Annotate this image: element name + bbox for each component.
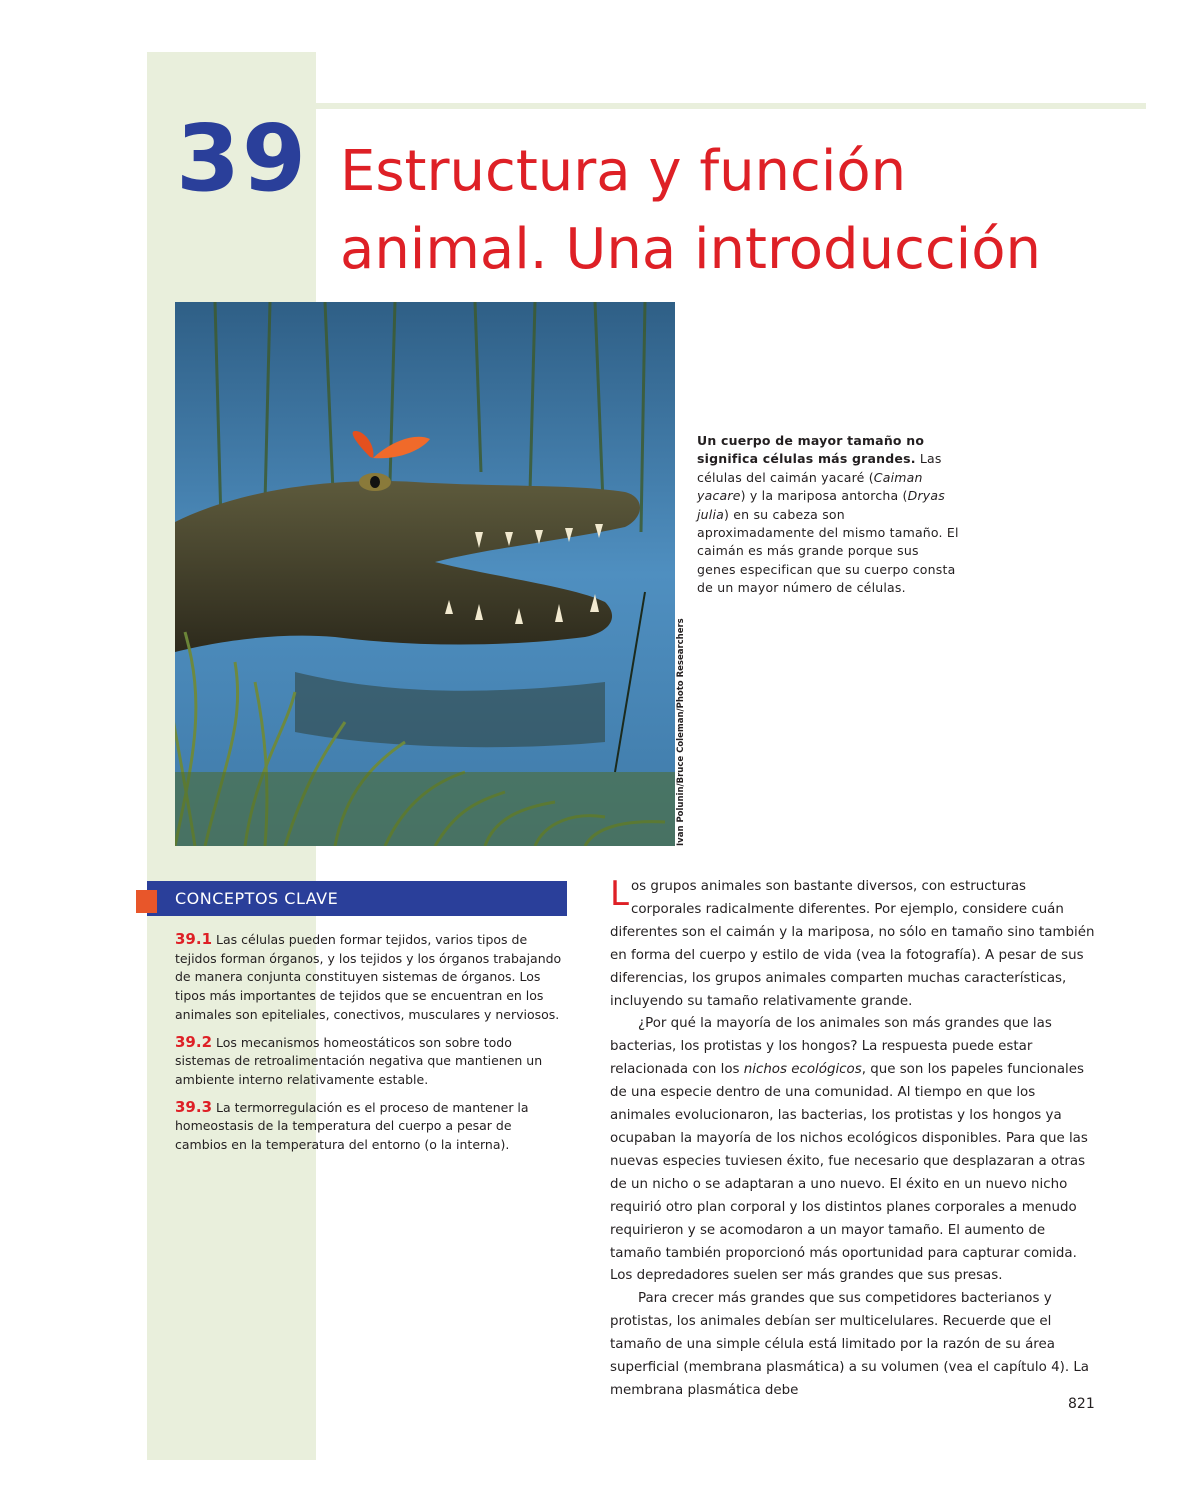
paragraph-2-text-a: ¿Por qué la mayoría de los animales son más grandes que las bacterias, los protistas y los hongos? La respuesta puede estar relacionada con los xyxy=(610,1016,1052,1078)
caption-text-1: Las células del caimán yacaré ( xyxy=(697,451,942,485)
concept-text: Las células pueden formar tejidos, varios tipos de tejidos forman órganos, y los tejidos y los órganos trabajando de manera conjunta constituyen sistemas de órganos. Los tipos más importantes de tejidos que se encuentran en los animales son epiteliales, conectivos, musculares y nerviosos. xyxy=(175,932,562,1022)
concept-item xyxy=(175,930,567,1025)
concept-number: 39.2 xyxy=(175,1032,213,1051)
photo-illustration xyxy=(175,302,675,846)
chapter-title xyxy=(340,133,1140,289)
photo-credit: Ivan Polunin/Bruce Coleman/Photo Researchers xyxy=(676,618,686,846)
paragraph-1 xyxy=(610,876,1098,1013)
caiman-butterfly-photo xyxy=(175,302,675,846)
paragraph-2 xyxy=(610,1013,1098,1288)
paragraph-2-emphasis: nichos ecológicos xyxy=(743,1062,862,1078)
concepts-header: CONCEPTOS CLAVE xyxy=(175,889,339,908)
paragraph-3: Para crecer más grandes que sus competidores bacterianos y protistas, los animales debían ser multicelulares. Recuerde que el tamaño de una simple célula está limitado por la razón de su área superficial (membrana plasmática) a su volumen (vea el capítulo 4). La membrana plasmática debe xyxy=(610,1291,1090,1398)
key-concepts-list xyxy=(175,930,567,1163)
chapter-title-line-1: Estructura y función xyxy=(340,139,907,204)
concept-text: La termorregulación es el proceso de mantener la homeostasis de la temperatura del cuerpo a pesar de cambios en la temperatura del entorno (o la interna). xyxy=(175,1099,529,1153)
paragraph-2-text-b: , que son los papeles funcionales de una especie dentro de una comunidad. Al tiempo en que los animales evolucionaron, las bacterias, los protistas y los hongos ya ocupaban la mayoría de los nichos ecológicos disponibles. Para que las nuevas especies tuviesen éxito, fue necesario que desplazaran a otras de un nicho o se adaptaran a uno nuevo. El éxito en un nuevo nicho requirió otro plan corporal y los distintos planes corporales a menudo requirieron y se acomodaron a un mayor tamaño. El aumento de tamaño también proporcionó más oportunidad para capturar comida. Los depredadores suelen ser más grandes que sus presas. xyxy=(610,1062,1088,1284)
photo-caption xyxy=(697,432,959,598)
drop-cap: L xyxy=(610,874,629,914)
caption-species-2: Dryas julia xyxy=(697,488,945,522)
concept-number: 39.3 xyxy=(175,1097,213,1116)
concept-item xyxy=(175,1033,567,1090)
caption-species-1: Caiman yacare xyxy=(697,469,923,504)
chapter-number: 39 xyxy=(176,105,309,212)
header-rule xyxy=(316,103,1146,109)
paragraph-1-text: os grupos animales son bastante diversos, con estructuras corporales radicalmente diferentes. Por ejemplo, considere cuán diferentes son el caimán y la mariposa, no sólo en tamaño sino también en forma del cuerpo y estilo de vida (vea la fotografía). A pesar de sus diferencias, los grupos animales comparten muchas características, incluyendo su tamaño relativamente grande. xyxy=(610,879,1095,1009)
concepts-header-tab xyxy=(136,890,157,913)
concept-item xyxy=(175,1098,567,1155)
concept-number: 39.1 xyxy=(175,930,213,948)
page-number: 821 xyxy=(1068,1396,1095,1412)
caption-text-2: ) y la mariposa antorcha ( xyxy=(740,488,908,504)
caption-text-3: ) en su cabeza son aproximadamente del mismo tamaño. El caimán es más grande porque sus genes especifican que su cuerpo consta de un mayor número de células. xyxy=(697,506,959,596)
body-text xyxy=(610,876,1098,1403)
chapter-title-line-2: animal. Una introducción xyxy=(340,217,1041,282)
concept-text: Los mecanismos homeostáticos son sobre todo sistemas de retroalimentación negativa que mantienen un ambiente interno relativamente estable. xyxy=(175,1034,543,1087)
caption-lead: Un cuerpo de mayor tamaño no significa células más grandes. xyxy=(697,433,925,467)
